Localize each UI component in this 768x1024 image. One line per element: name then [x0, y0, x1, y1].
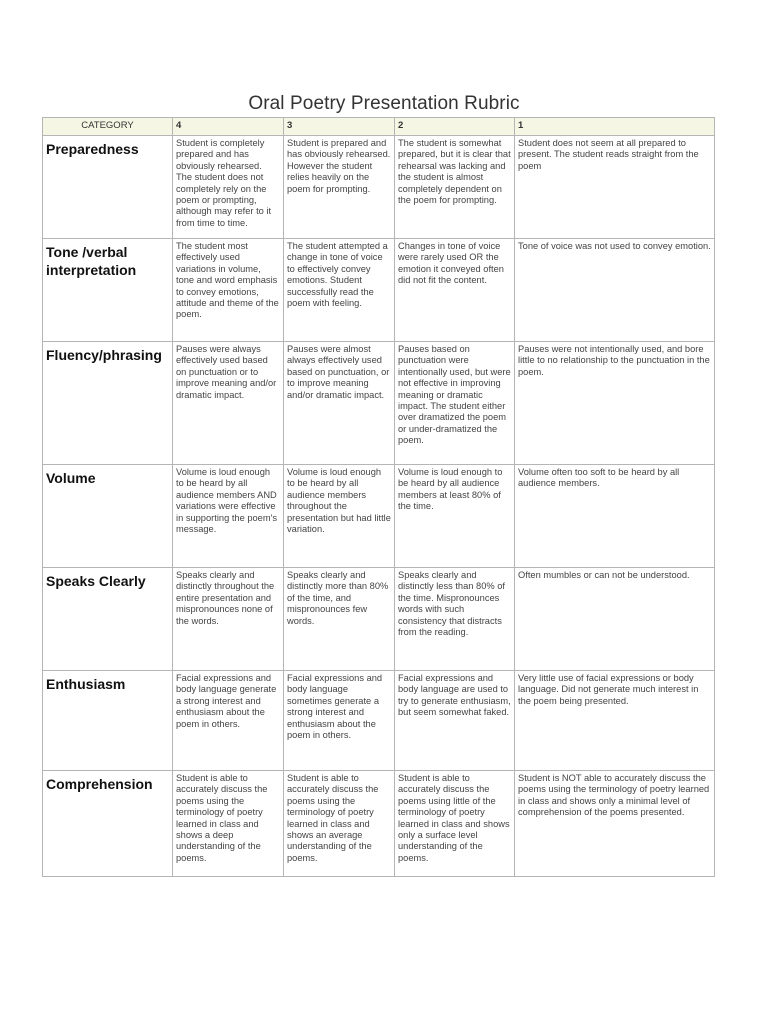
level-4-cell: Facial expressions and body language generate a strong interest and enthusiasm about the poem in others.: [173, 671, 284, 771]
level-2-cell: The student is somewhat prepared, but it is clear that rehearsal was lacking and the student is almost completely dependent on the poem for prompting.: [395, 136, 515, 239]
level-1-cell: Often mumbles or can not be understood.: [515, 568, 715, 671]
level-1-cell: Very little use of facial expressions or body language. Did not generate much interest in the poem being presented.: [515, 671, 715, 771]
category-cell: Enthusiasm: [43, 671, 173, 771]
level-2-cell: Speaks clearly and distinctly less than 80% of the time. Mispronounces words with such consistency that distracts from the reading.: [395, 568, 515, 671]
level-3-cell: Speaks clearly and distinctly more than 80% of the time, and mispronounces few words.: [284, 568, 395, 671]
category-cell: Volume: [43, 465, 173, 568]
level-1-cell: Student does not seem at all prepared to present. The student reads straight from the poem: [515, 136, 715, 239]
table-row: [43, 568, 715, 671]
level-4-column-header: 4: [173, 118, 284, 136]
level-3-cell: The student attempted a change in tone of voice to effectively convey emotions. Student successfully read the poem with feeling.: [284, 239, 395, 342]
level-2-cell: Pauses based on punctuation were intentionally used, but were not effective in improving meaning or dramatic impact. The student either over dramatized the poem or under-dramatized the poem.: [395, 342, 515, 465]
level-4-cell: Speaks clearly and distinctly throughout the entire presentation and mispronounces none of the words.: [173, 568, 284, 671]
level-4-cell: Student is completely prepared and has obviously rehearsed. The student does not completely rely on the poem or prompting, although may refer to it from time to time.: [173, 136, 284, 239]
level-1-column-header: 1: [515, 118, 715, 136]
level-2-cell: Facial expressions and body language are used to try to generate enthusiasm, but seem somewhat faked.: [395, 671, 515, 771]
level-4-cell: Pauses were always effectively used based on punctuation or to improve meaning and/or dramatic impact.: [173, 342, 284, 465]
table-row: [43, 342, 715, 465]
category-cell: Fluency/phrasing: [43, 342, 173, 465]
level-2-cell: Student is able to accurately discuss the poems using little of the terminology of poetry learned in class and shows only a surface level understanding of the poems.: [395, 771, 515, 877]
level-4-cell: The student most effectively used variations in volume, tone and word emphasis to convey emotions, attitude and theme of the poem.: [173, 239, 284, 342]
category-column-header: CATEGORY: [43, 118, 173, 136]
level-3-cell: Student is able to accurately discuss the poems using the terminology of poetry learned in class and shows an average understanding of the poems.: [284, 771, 395, 877]
level-1-cell: Volume often too soft to be heard by all audience members.: [515, 465, 715, 568]
table-row: [43, 465, 715, 568]
level-2-cell: Changes in tone of voice were rarely used OR the emotion it conveyed often did not fit the content.: [395, 239, 515, 342]
rubric-table: [42, 117, 715, 877]
level-2-cell: Volume is loud enough to be heard by all audience members at least 80% of the time.: [395, 465, 515, 568]
level-3-cell: Student is prepared and has obviously rehearsed. However the student relies heavily on the poem for prompting.: [284, 136, 395, 239]
level-4-cell: Student is able to accurately discuss the poems using the terminology of poetry learned in class and shows a deep understanding of the poems.: [173, 771, 284, 877]
level-1-cell: Tone of voice was not used to convey emotion.: [515, 239, 715, 342]
level-1-cell: Student is NOT able to accurately discuss the poems using the terminology of poetry learned in class and shows only a minimal level of comprehension of the poems presented.: [515, 771, 715, 877]
page-title: Oral Poetry Presentation Rubric: [248, 93, 520, 114]
category-cell: Tone /verbal interpretation: [43, 239, 173, 342]
level-1-cell: Pauses were not intentionally used, and bore little to no relationship to the punctuation in the poem.: [515, 342, 715, 465]
level-3-cell: Volume is loud enough to be heard by all audience members throughout the presentation but had little variation.: [284, 465, 395, 568]
category-cell: Comprehension: [43, 771, 173, 877]
category-cell: Preparedness: [43, 136, 173, 239]
level-3-cell: Pauses were almost always effectively used based on punctuation, or to improve meaning and/or dramatic impact.: [284, 342, 395, 465]
level-4-cell: Volume is loud enough to be heard by all audience members AND variations were effective in supporting the poem's message.: [173, 465, 284, 568]
header-row: [43, 118, 715, 136]
table-row: [43, 771, 715, 877]
level-2-column-header: 2: [395, 118, 515, 136]
category-cell: Speaks Clearly: [43, 568, 173, 671]
table-row: [43, 671, 715, 771]
level-3-cell: Facial expressions and body language sometimes generate a strong interest and enthusiasm about the poem in others.: [284, 671, 395, 771]
level-3-column-header: 3: [284, 118, 395, 136]
table-row: [43, 136, 715, 239]
table-row: [43, 239, 715, 342]
